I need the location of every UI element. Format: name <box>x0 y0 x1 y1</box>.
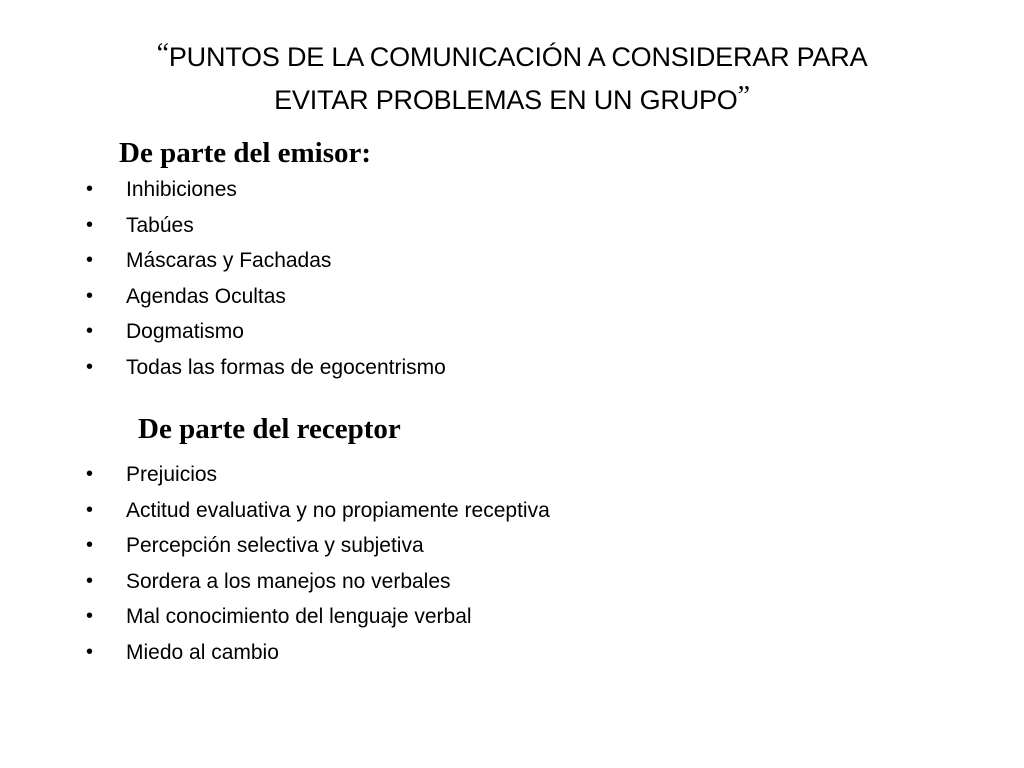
title-line-2: EVITAR PROBLEMAS EN UN GRUPO <box>274 85 738 115</box>
list-item-text: Sordera a los manejos no verbales <box>126 569 451 593</box>
list-item-text: Inhibiciones <box>126 178 237 201</box>
bullet-icon: • <box>86 213 94 236</box>
bullet-icon: • <box>86 569 94 592</box>
bullet-icon: • <box>86 249 94 272</box>
bullet-icon: • <box>86 605 94 628</box>
bullet-icon: • <box>86 640 94 663</box>
title-close-quote: ” <box>737 81 750 112</box>
bullet-icon: • <box>86 463 94 485</box>
section-heading-receptor: De parte del receptor <box>138 413 401 445</box>
bullet-icon: • <box>86 534 94 557</box>
list-item-text: Miedo al cambio <box>126 640 279 664</box>
list-item-text: Actitud evaluativa y no propiamente receptiva <box>126 498 550 522</box>
list-item-text: Tabúes <box>126 213 194 237</box>
list-item-text: Dogmatismo <box>126 320 244 344</box>
bullet-icon: • <box>86 284 94 307</box>
list-item-text: Máscaras y Fachadas <box>126 249 332 273</box>
list-item-text: Todas las formas de egocentrismo <box>126 355 446 379</box>
list-item-text: Prejuicios <box>126 463 218 486</box>
bullet-icon: • <box>86 355 94 378</box>
list-item-text: Mal conocimiento del lenguaje verbal <box>126 605 472 629</box>
title-open-quote: “ <box>156 38 169 69</box>
list-item-text: Agendas Ocultas <box>126 284 286 308</box>
bullet-icon: • <box>86 320 94 343</box>
section-heading-emisor: De parte del emisor: <box>119 137 372 169</box>
title-line-1: PUNTOS DE LA COMUNICACIÓN A CONSIDERAR PARA <box>168 42 868 72</box>
bullet-icon: • <box>86 498 94 521</box>
bullet-icon: • <box>86 178 94 200</box>
list-item-text: Percepción selectiva y subjetiva <box>126 534 424 558</box>
slide-title <box>60 34 964 120</box>
